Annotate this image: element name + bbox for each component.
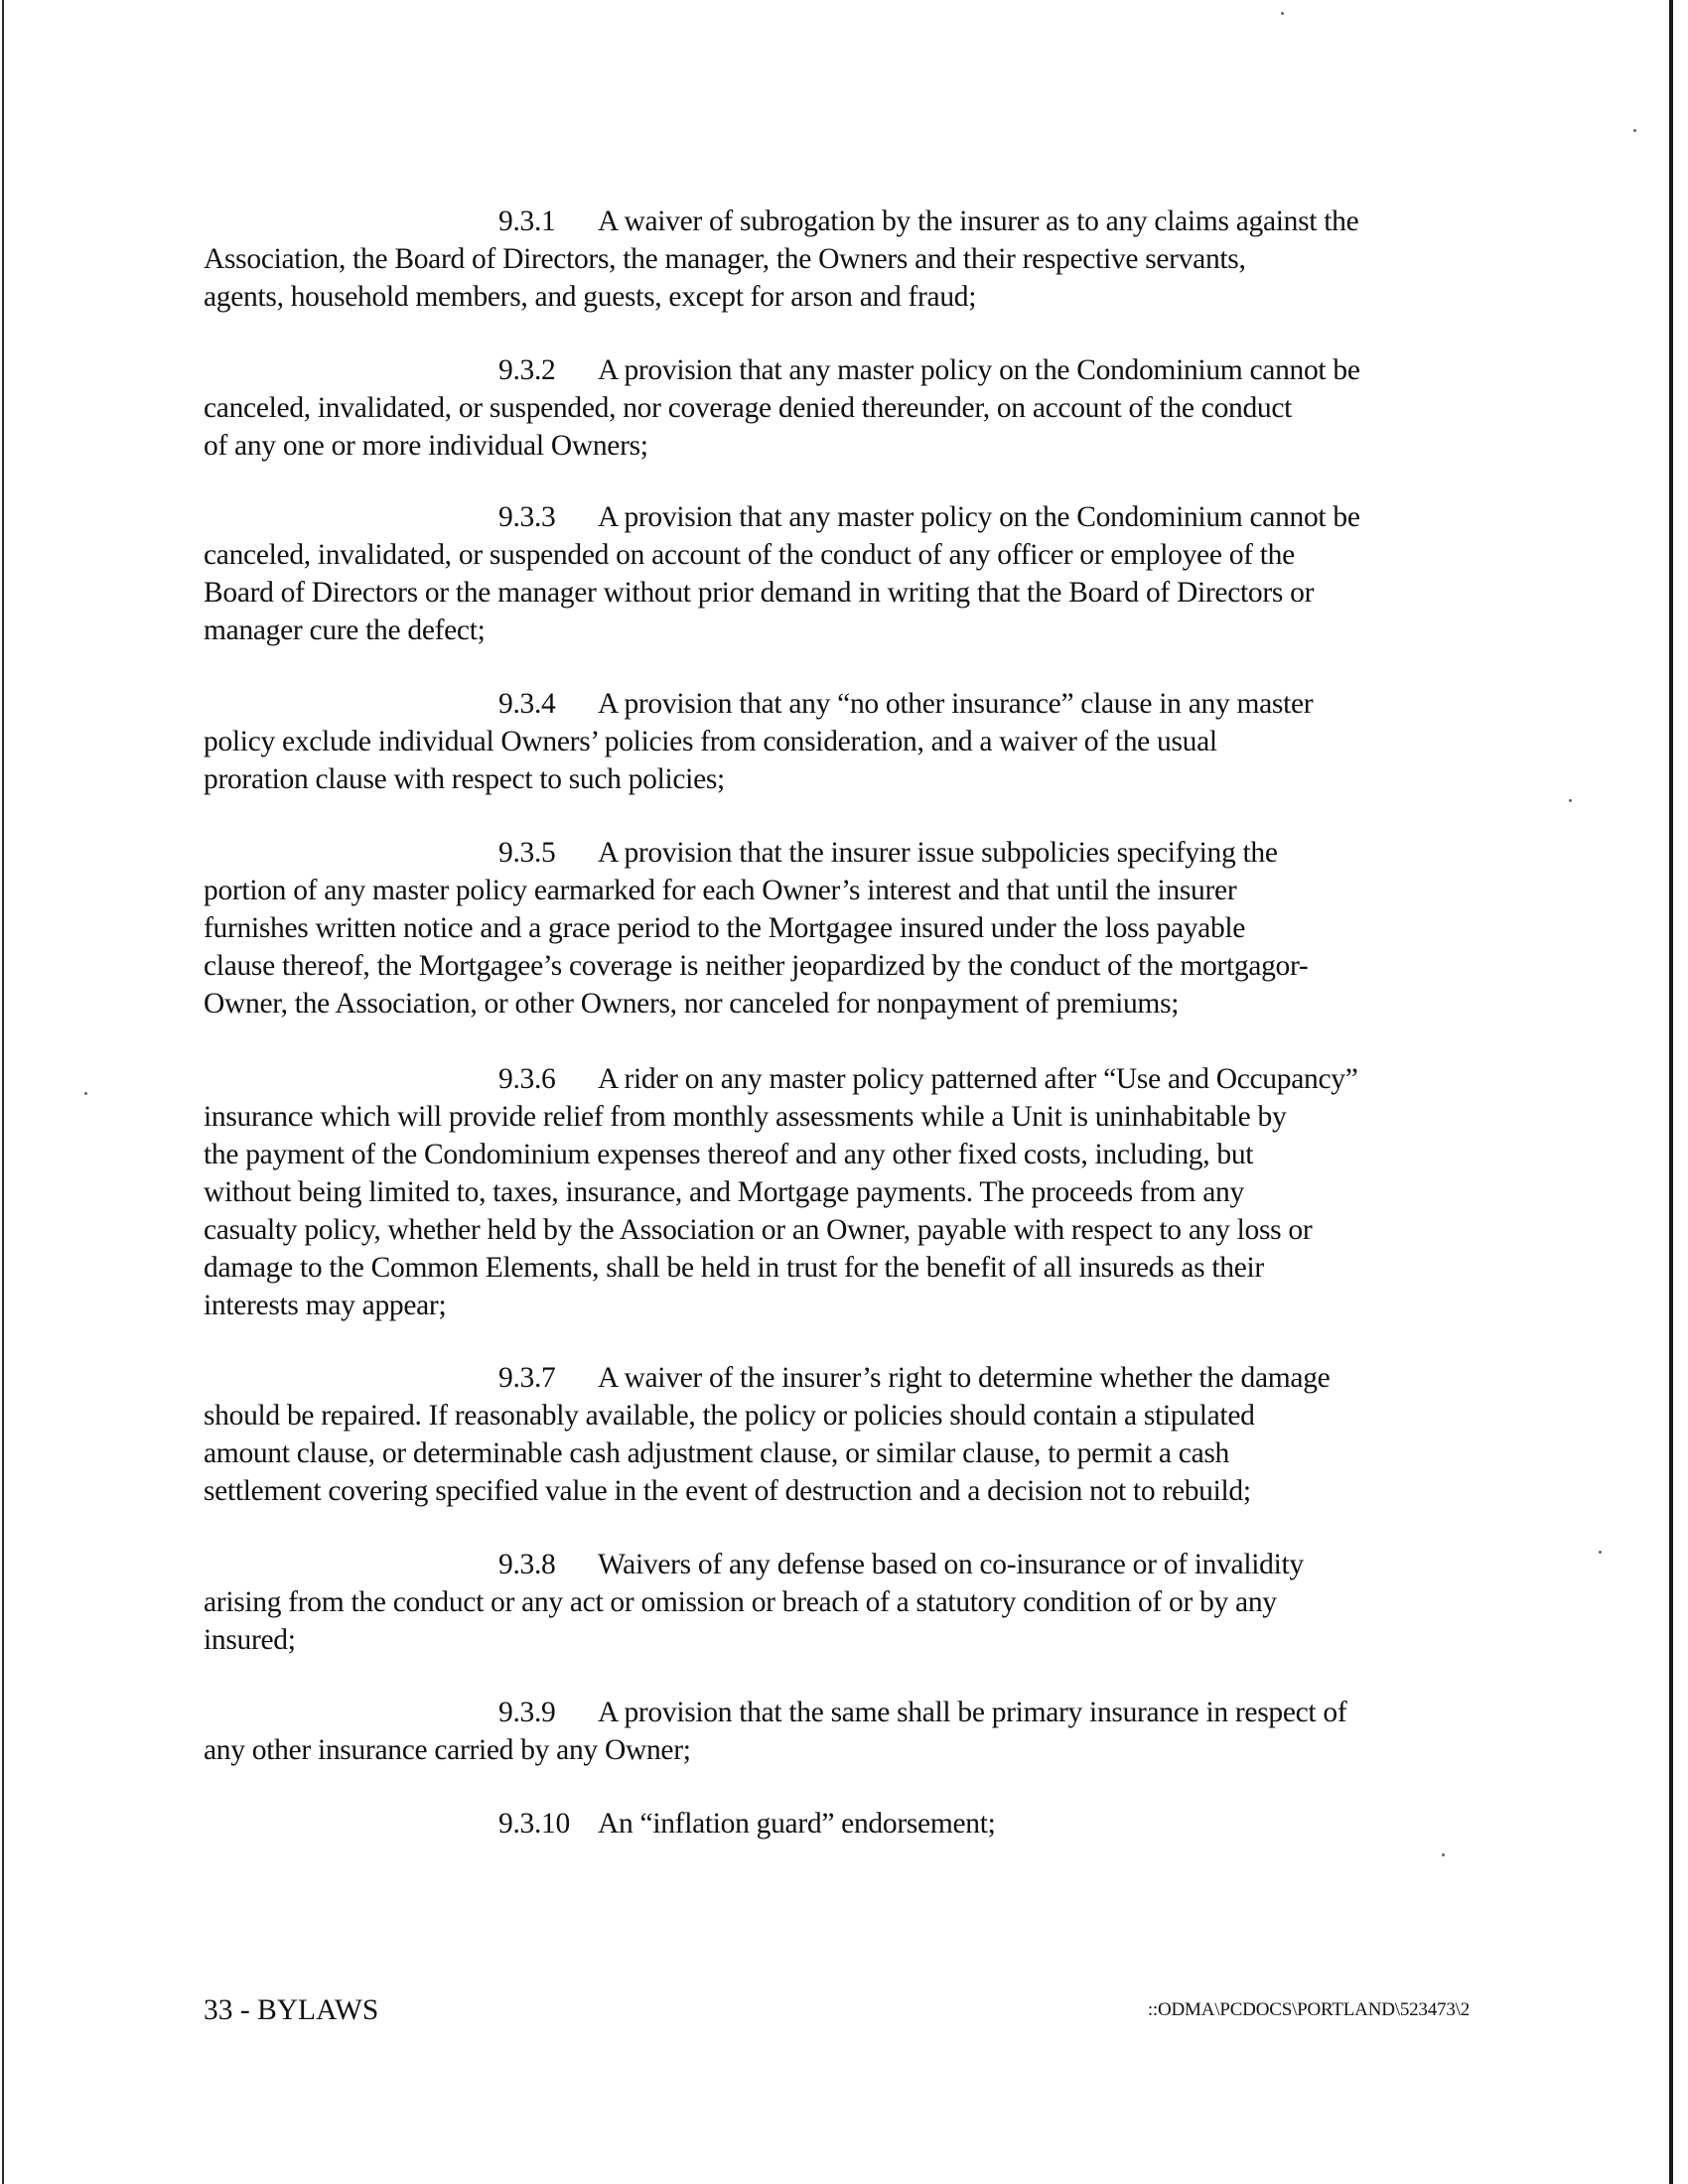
paragraph-text: without being limited to, taxes, insurance, and Mortgage payments. The proceeds from any [204,1176,1244,1208]
paragraph-text: A provision that any master policy on the Condominium cannot be [598,354,1360,386]
paragraph-text: Association, the Board of Directors, the manager, the Owners and their respective servants, [204,243,1246,275]
paragraph-number: 9.3.10 [498,1808,570,1840]
paragraph-number: 9.3.7 [498,1362,556,1394]
paragraph-text: A provision that the same shall be primary insurance in respect of [598,1697,1347,1728]
paragraph-9-3-8 [204,1546,1494,1659]
paragraph-first-line [204,1546,1494,1583]
paragraph-first-line [204,498,1494,536]
paragraph-text: agents, household members, and guests, except for arson and fraud; [204,281,977,313]
paragraph-first-line [204,1694,1494,1731]
scan-right-edge [1669,0,1673,2184]
paragraph-text: of any one or more individual Owners; [204,430,648,462]
paragraph-text: canceled, invalidated, or suspended on account of the conduct of any officer or employee of the [204,539,1295,571]
footer-page-label: 33 - BYLAWS [204,1994,379,2026]
paragraph-9-3-9 [204,1694,1494,1769]
paragraph-text: casualty policy, whether held by the Association or an Owner, payable with respect to any loss or [204,1214,1313,1246]
paragraph-9-3-6 [204,1060,1494,1324]
paragraph-text: manager cure the defect; [204,614,486,646]
paragraph-number: 9.3.8 [498,1549,556,1580]
paragraph-text: any other insurance carried by any Owner; [204,1734,691,1766]
scan-speck [84,1092,87,1095]
paragraph-9-3-4 [204,685,1494,798]
paragraph-9-3-1 [204,203,1494,316]
paragraph-9-3-5 [204,834,1494,1023]
scan-speck [1569,799,1572,802]
paragraph-text: amount clause, or determinable cash adjustment clause, or similar clause, to permit a cash [204,1437,1229,1469]
paragraph-9-3-7 [204,1359,1494,1510]
paragraph-9-3-2 [204,351,1494,465]
paragraph-number: 9.3.3 [498,501,556,533]
paragraph-number: 9.3.4 [498,688,556,720]
paragraph-first-line [204,1805,1494,1843]
paragraph-text: A waiver of subrogation by the insurer as to any claims against the [598,205,1359,237]
paragraph-number: 9.3.6 [498,1063,556,1095]
paragraph-text: should be repaired. If reasonably available, the policy or policies should contain a stipulated [204,1400,1255,1432]
paragraph-text: A provision that any master policy on the Condominium cannot be [598,501,1360,533]
scan-speck [1442,1853,1445,1856]
paragraph-text: A waiver of the insurer’s right to determine whether the damage [598,1362,1331,1394]
paragraph-number: 9.3.2 [498,354,556,386]
paragraph-text: interests may appear; [204,1290,447,1321]
paragraph-text: An “inflation guard” endorsement; [598,1808,996,1840]
paragraph-text: portion of any master policy earmarked for each Owner’s interest and that until the insurer [204,875,1237,906]
paragraph-9-3-3 [204,498,1494,649]
paragraph-text: arising from the conduct or any act or omission or breach of a statutory condition of or by any [204,1586,1277,1618]
paragraph-text: clause thereof, the Mortgagee’s coverage is neither jeopardized by the conduct of the mortgagor- [204,950,1309,982]
paragraph-9-3-10 [204,1805,1494,1843]
scan-left-edge [2,0,4,2184]
paragraph-text: insurance which will provide relief from monthly assessments while a Unit is uninhabitable by [204,1101,1287,1133]
paragraph-first-line [204,834,1494,872]
paragraph-text: canceled, invalidated, or suspended, nor coverage denied thereunder, on account of the conduct [204,392,1293,424]
paragraph-text: the payment of the Condominium expenses thereof and any other fixed costs, including, but [204,1139,1254,1170]
paragraph-first-line [204,1359,1494,1397]
paragraph-text: A provision that any “no other insurance” clause in any master [598,688,1314,720]
scan-speck [1633,129,1636,132]
paragraph-first-line [204,203,1494,240]
paragraph-first-line [204,685,1494,723]
paragraph-number: 9.3.5 [498,837,556,869]
paragraph-text: policy exclude individual Owners’ policies from consideration, and a waiver of the usual [204,726,1217,757]
paragraph-text: Owner, the Association, or other Owners, nor canceled for nonpayment of premiums; [204,988,1180,1020]
paragraph-first-line [204,1060,1494,1098]
paragraph-text: damage to the Common Elements, shall be held in trust for the benefit of all insureds as their [204,1252,1264,1284]
paragraph-text: A rider on any master policy patterned after “Use and Occupancy” [598,1063,1358,1095]
paragraph-text: proration clause with respect to such policies; [204,763,725,795]
footer-document-path: ::ODMA\PCDOCS\PORTLAND\523473\2 [1147,1999,1470,2020]
paragraph-number: 9.3.9 [498,1697,556,1728]
paragraph-first-line [204,351,1494,389]
paragraph-text: A provision that the insurer issue subpolicies specifying the [598,837,1278,869]
paragraph-number: 9.3.1 [498,205,556,237]
scan-speck [1281,12,1284,15]
paragraph-text: Waivers of any defense based on co-insurance or of invalidity [598,1549,1304,1580]
paragraph-text: Board of Directors or the manager without prior demand in writing that the Board of Directors or [204,577,1315,609]
paragraph-text: insured; [204,1624,296,1656]
paragraph-text: settlement covering specified value in the event of destruction and a decision not to rebuild; [204,1475,1251,1507]
scan-speck [1599,1551,1602,1554]
paragraph-text: furnishes written notice and a grace period to the Mortgagee insured under the loss payable [204,912,1246,944]
